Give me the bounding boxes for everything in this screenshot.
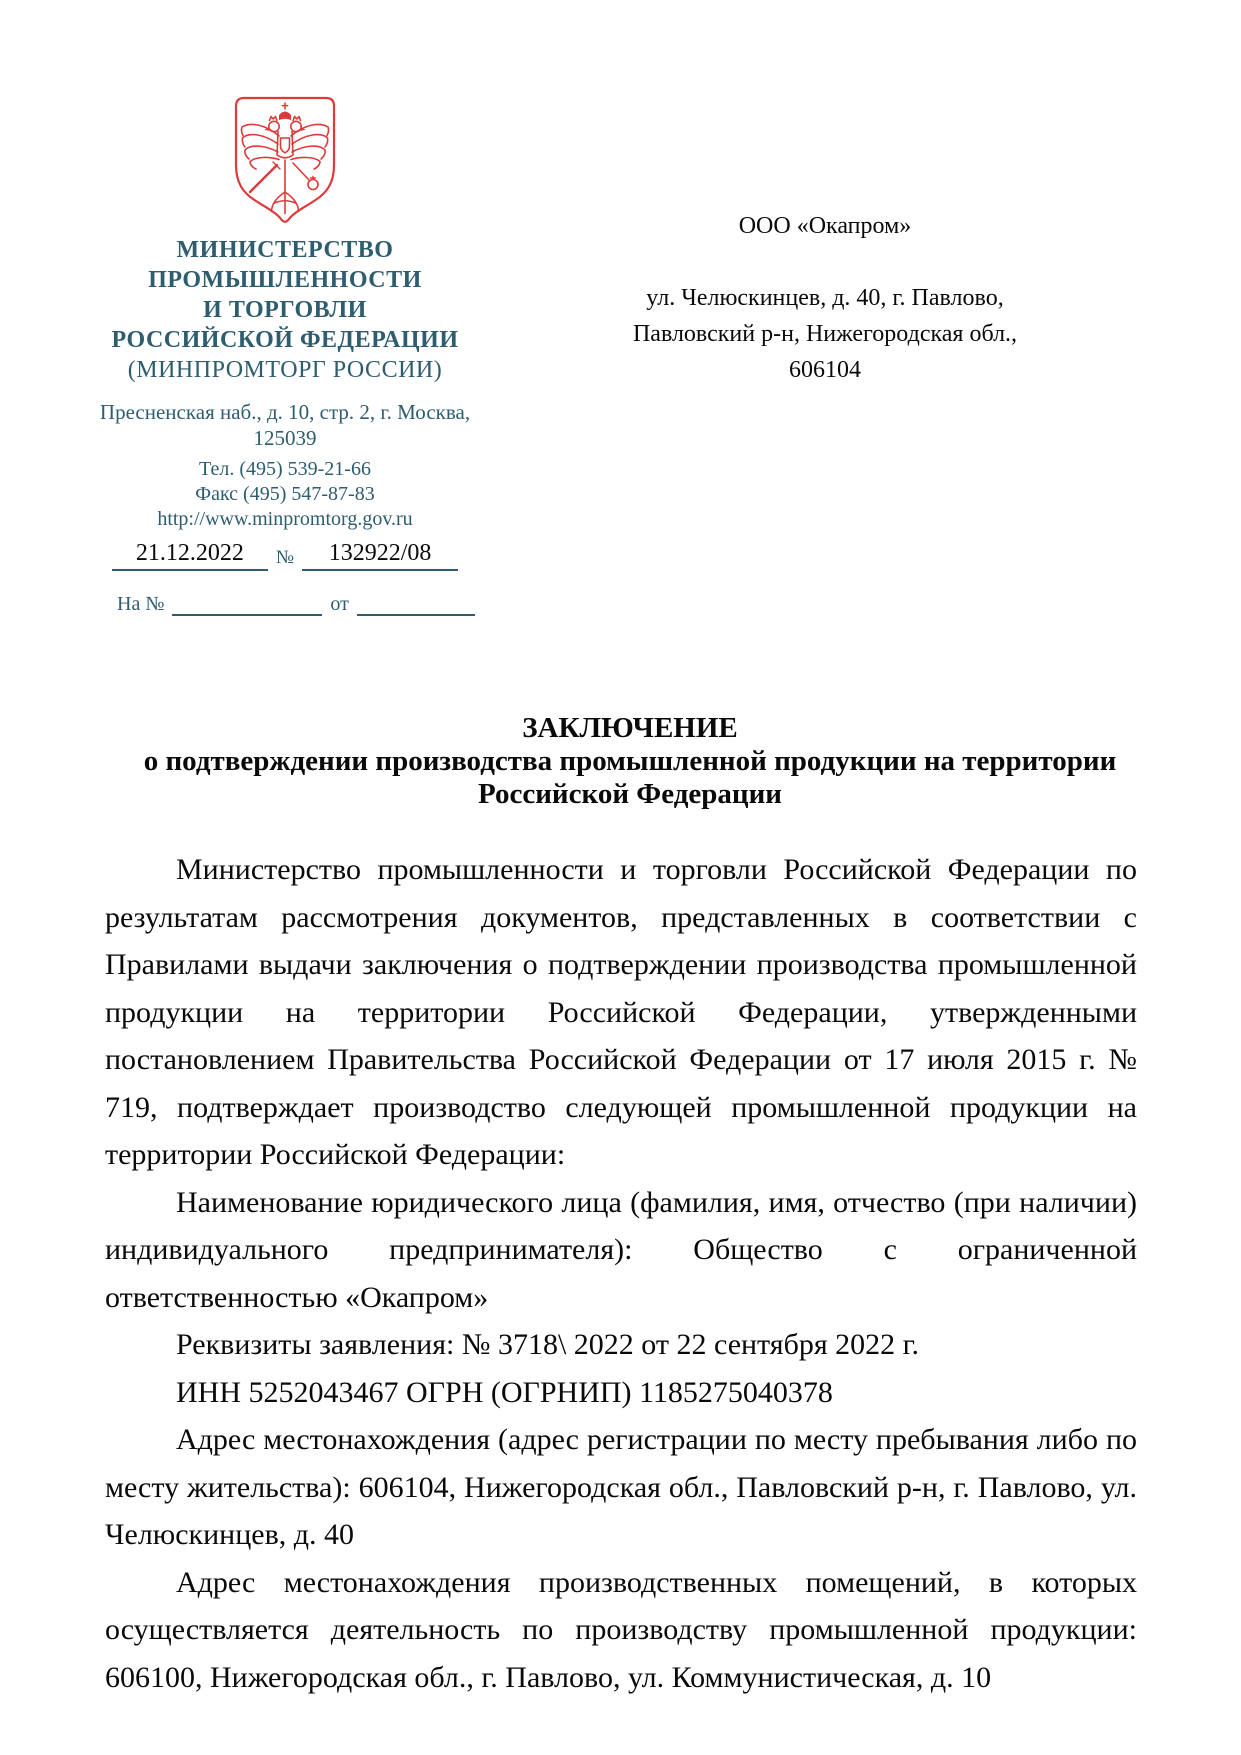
recipient-address-line: Павловский р-н, Нижегородская обл., — [632, 321, 1018, 347]
body-paragraph: Наименование юридического лица (фамилия, имя, отчество (при наличии) индивидуального предпринимателя): Общество с ограниченной ответственностью «Окапром» — [105, 1185, 1137, 1314]
ministry-name-line: И ТОРГОВЛИ — [203, 297, 367, 323]
document-title-line1: ЗАКЛЮЧЕНИЕ — [522, 712, 738, 744]
document-title-line3: Российской Федерации — [477, 778, 782, 810]
body-paragraph: Министерство промышленности и торговли Российской Федерации по результатам рассмотрения документов, представленных в соответствии с Правилами выдачи заключения о подтверждении производства промышленной продукции на территории Российской Федерации, утвержденными постановлением Правительства Российской Федерации от 17 июля 2015 г. № 719, подтверждает производство следующей промышленной продукции на территории Российской Федерации: — [105, 853, 1137, 1171]
registration-date: 21.12.2022 — [112, 540, 268, 571]
reference-from-label: от — [330, 593, 349, 615]
document-title — [100, 712, 1160, 811]
recipient-address-line: 606104 — [789, 357, 861, 383]
ministry-fax: Факс (495) 547-87-83 — [195, 483, 375, 505]
body-paragraph: Реквизиты заявления: № 3718\ 2022 от 22 сентября 2022 г. — [176, 1328, 920, 1361]
ministry-postal-address: Пресненская наб., д. 10, стр. 2, г. Москва, 125039 — [99, 400, 471, 450]
reference-line — [75, 593, 495, 616]
body-paragraph: ИНН 5252043467 ОГРН (ОГРНИП) 1185275040378 — [176, 1375, 833, 1409]
ministry-name-line: ПРОМЫШЛЕННОСТИ — [148, 267, 422, 293]
body-paragraph: Адрес местонахождения производственных помещений, в которых осуществляется деятельность по производству промышленной продукции: 606100, Нижегородская обл., г. Павлово, ул. Коммунистическая, д. 10 — [105, 1565, 1137, 1694]
reference-prefix-label: На № — [117, 593, 165, 615]
reference-number-blank — [172, 594, 322, 616]
recipient-address-line: ул. Челюскинцев, д. 40, г. Павлово, — [646, 285, 1004, 311]
body-paragraph: Адрес местонахождения (адрес регистрации по месту пребывания либо по месту жительства): 606104, Нижегородская обл., Павловский р-н, г. Павлово, ул. Челюскинцев, д. 40 — [105, 1423, 1137, 1551]
reference-date-blank — [357, 594, 475, 616]
document-body — [105, 846, 1137, 1701]
russia-state-emblem-icon — [233, 95, 337, 225]
ministry-name-line: РОССИЙСКОЙ ФЕДЕРАЦИИ — [111, 327, 459, 353]
ministry-website: http://www.minpromtorg.gov.ru — [157, 508, 413, 530]
document-title-line2: о подтверждении производства промышленной продукции на территории — [143, 745, 1117, 777]
registration-line — [75, 540, 495, 571]
recipient-block — [610, 208, 1040, 388]
ministry-contacts — [75, 457, 495, 532]
ministry-name — [75, 235, 495, 355]
number-sign: № — [275, 547, 295, 568]
recipient-name: ООО «Окапром» — [738, 213, 912, 239]
registration-number: 132922/08 — [302, 540, 458, 571]
letterhead — [75, 95, 495, 616]
ministry-name-line: МИНИСТЕРСТВО — [176, 237, 394, 263]
ministry-phone: Тел. (495) 539-21-66 — [199, 458, 371, 480]
ministry-short-name: (МИНПРОМТОРГ РОССИИ) — [127, 357, 443, 383]
